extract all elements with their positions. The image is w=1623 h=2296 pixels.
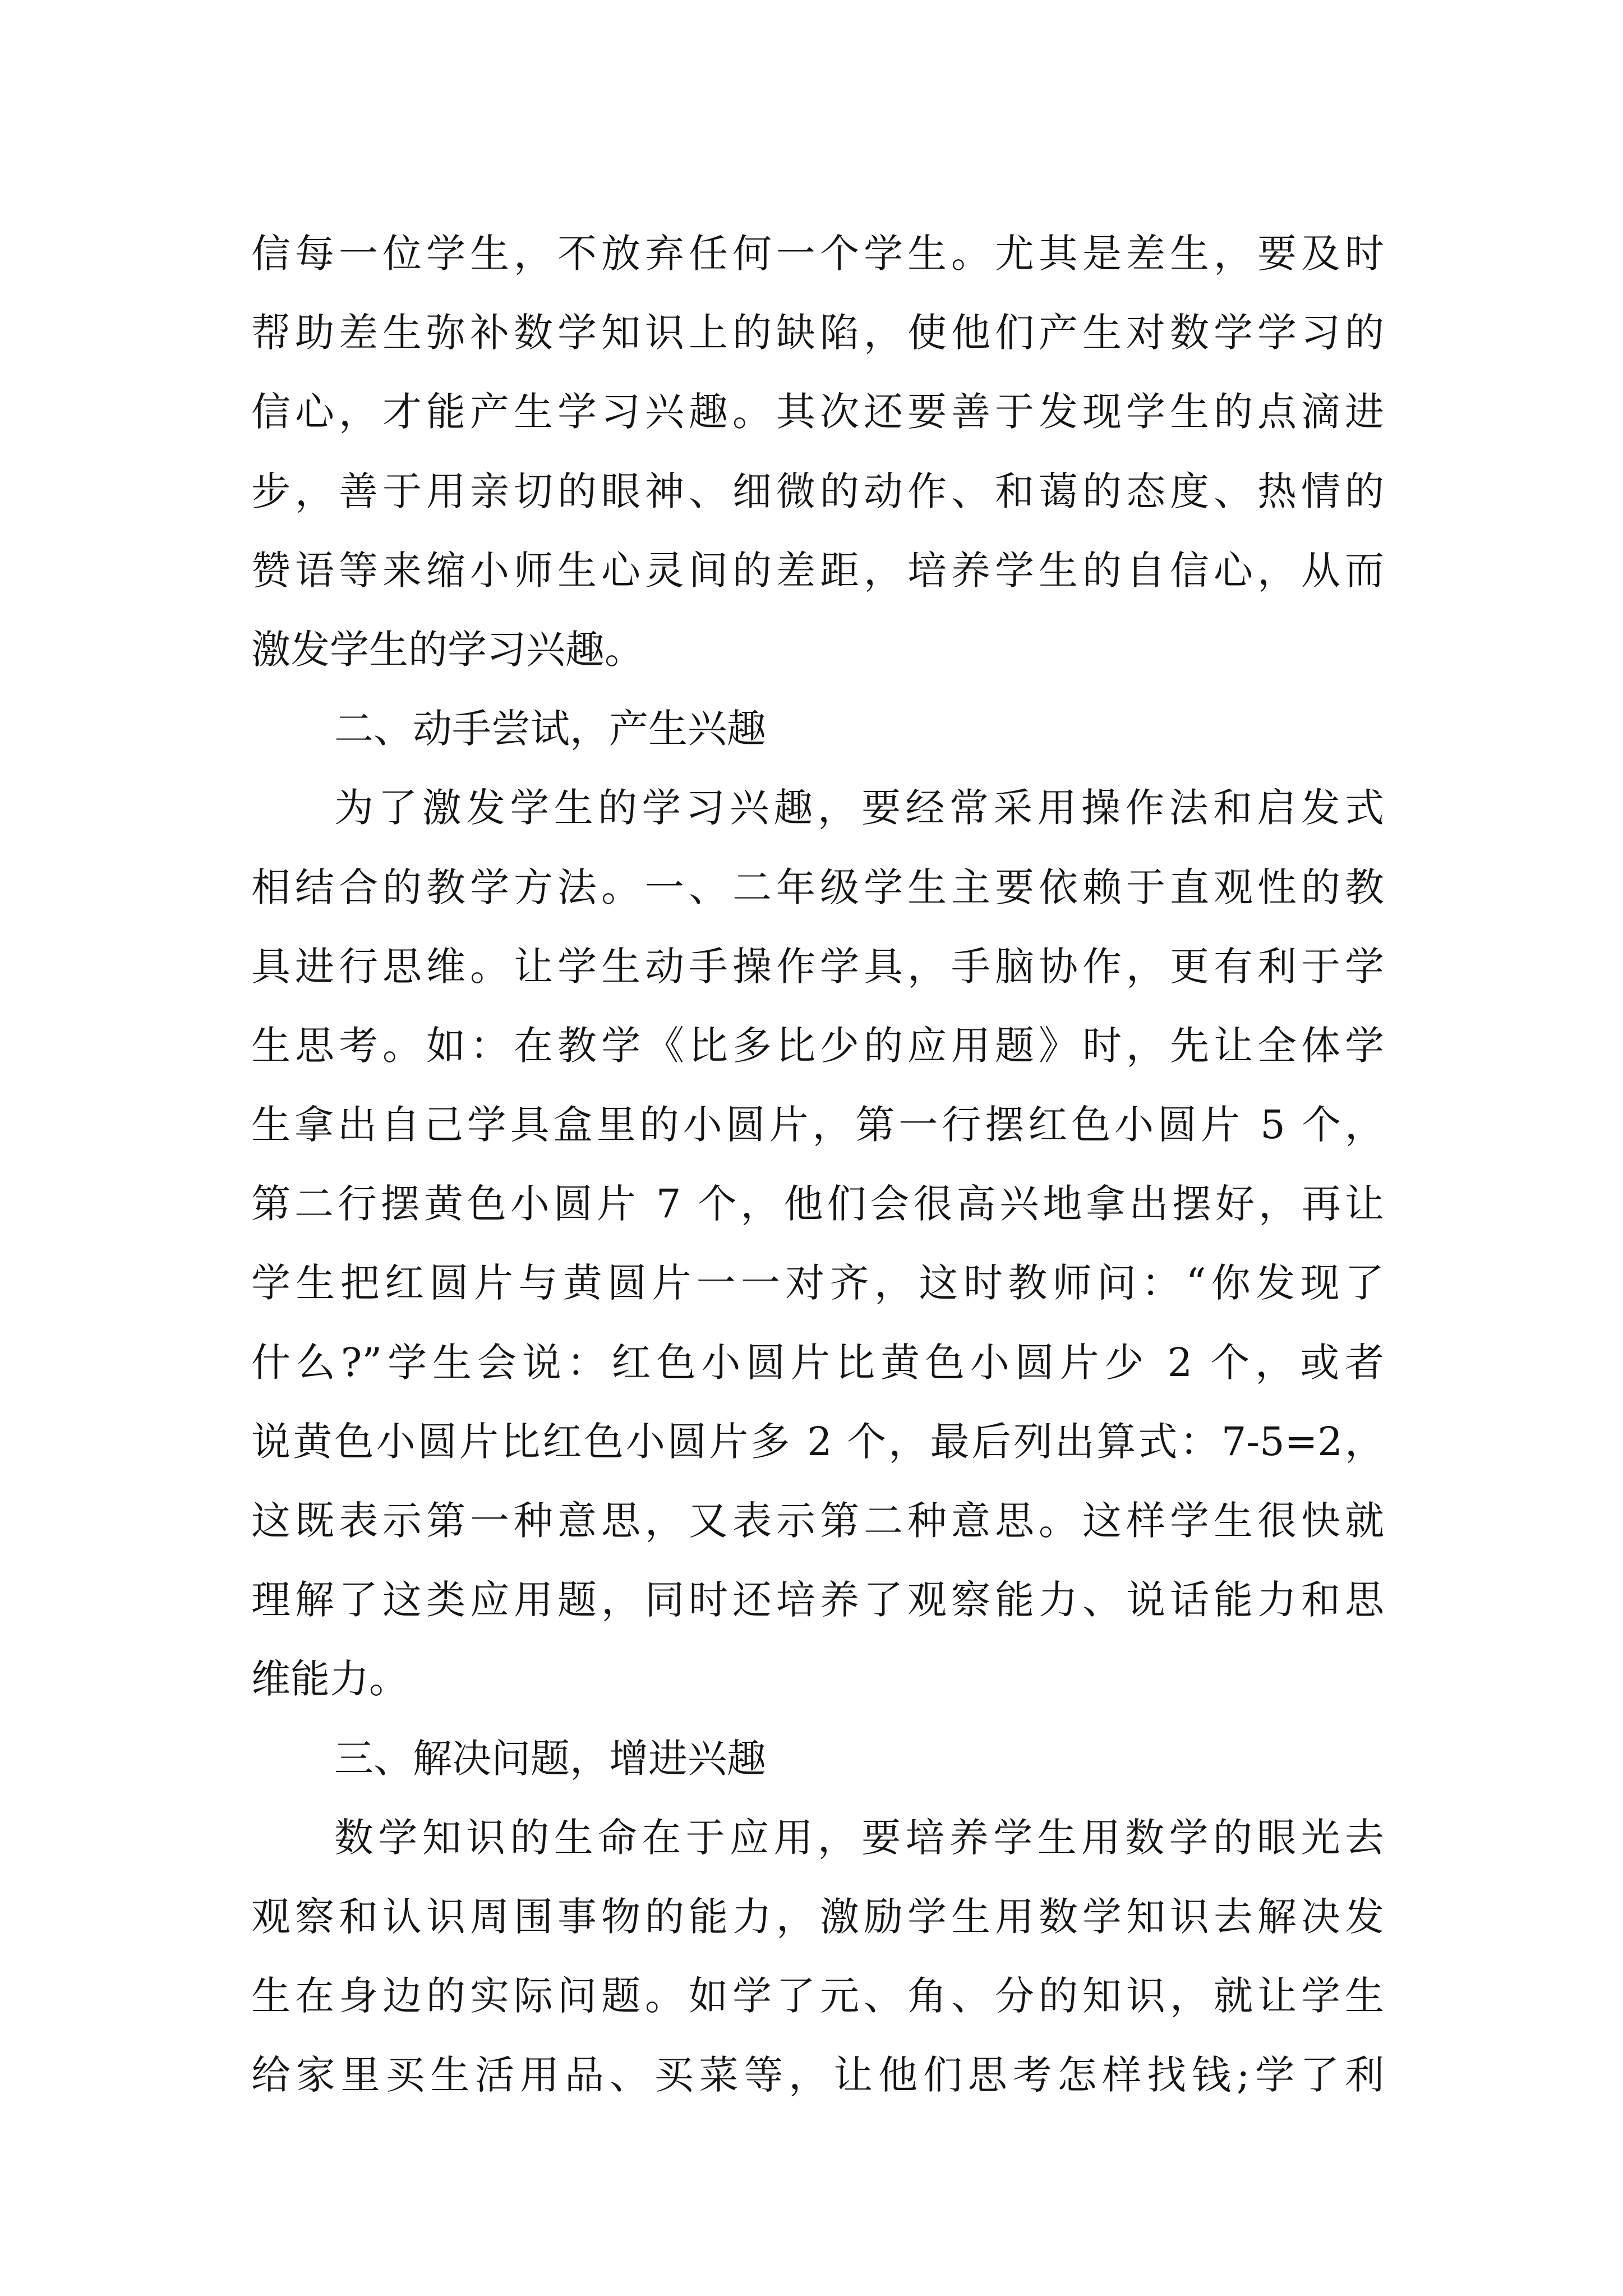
- paragraph-line: 给家里买生活用品、买菜等，让他们思考怎样找钱;学了利: [251, 2052, 1384, 2099]
- paragraph-line: 相结合的教学方法。一、二年级学生主要依赖于直观性的教: [251, 864, 1384, 910]
- body-text: [251, 214, 1384, 2115]
- paragraph-line: 信心，才能产生学习兴趣。其次还要善于发现学生的点滴进: [251, 389, 1384, 435]
- paragraph-line: 具进行思维。让学生动手操作学具，手脑协作，更有利于学: [251, 943, 1384, 990]
- paragraph-line: 第二行摆黄色小圆片 7 个，他们会很高兴地拿出摆好，再让: [251, 1181, 1384, 1227]
- paragraph-line: 信每一位学生，不放弃任何一个学生。尤其是差生，要及时: [251, 231, 1384, 277]
- paragraph-line: 维能力。: [251, 1656, 408, 1703]
- paragraph-line: 生拿出自己学具盒里的小圆片，第一行摆红色小圆片 5 个，: [251, 1102, 1384, 1148]
- paragraph-line: 为了激发学生的学习兴趣，要经常采用操作法和启发式: [334, 785, 1384, 831]
- section-heading: 三、解决问题，增进兴趣: [334, 1735, 766, 1782]
- paragraph-line: 理解了这类应用题，同时还培养了观察能力、说话能力和思: [251, 1577, 1384, 1623]
- paragraph-line: 步，善于用亲切的眼神、细微的动作、和蔼的态度、热情的: [251, 468, 1384, 514]
- section-heading: 二、动手尝试，产生兴趣: [334, 706, 766, 752]
- paragraph-line: 数学知识的生命在于应用，要培养学生用数学的眼光去: [334, 1814, 1384, 1861]
- paragraph-line: 生在身边的实际问题。如学了元、角、分的知识，就让学生: [251, 1973, 1384, 2019]
- paragraph-line: 生思考。如：在教学《比多比少的应用题》时，先让全体学: [251, 1022, 1384, 1069]
- paragraph-line: 说黄色小圆片比红色小圆片多 2 个，最后列出算式：7-5=2，: [251, 1418, 1384, 1465]
- paragraph-line: 学生把红圆片与黄圆片一一对齐，这时教师问：“你发现了: [251, 1260, 1384, 1306]
- paragraph-line: 这既表示第一种意思，又表示第二种意思。这样学生很快就: [251, 1498, 1384, 1544]
- paragraph-line: 观察和认识周围事物的能力，激励学生用数学知识去解决发: [251, 1893, 1384, 1940]
- paragraph-line: 激发学生的学习兴趣。: [251, 626, 644, 673]
- paragraph-line: 什么?”学生会说：红色小圆片比黄色小圆片少 2 个，或者: [251, 1339, 1384, 1386]
- paragraph-line: 赞语等来缩小师生心灵间的差距，培养学生的自信心，从而: [251, 547, 1384, 593]
- paragraph-line: 帮助差生弥补数学知识上的缺陷，使他们产生对数学学习的: [251, 310, 1384, 356]
